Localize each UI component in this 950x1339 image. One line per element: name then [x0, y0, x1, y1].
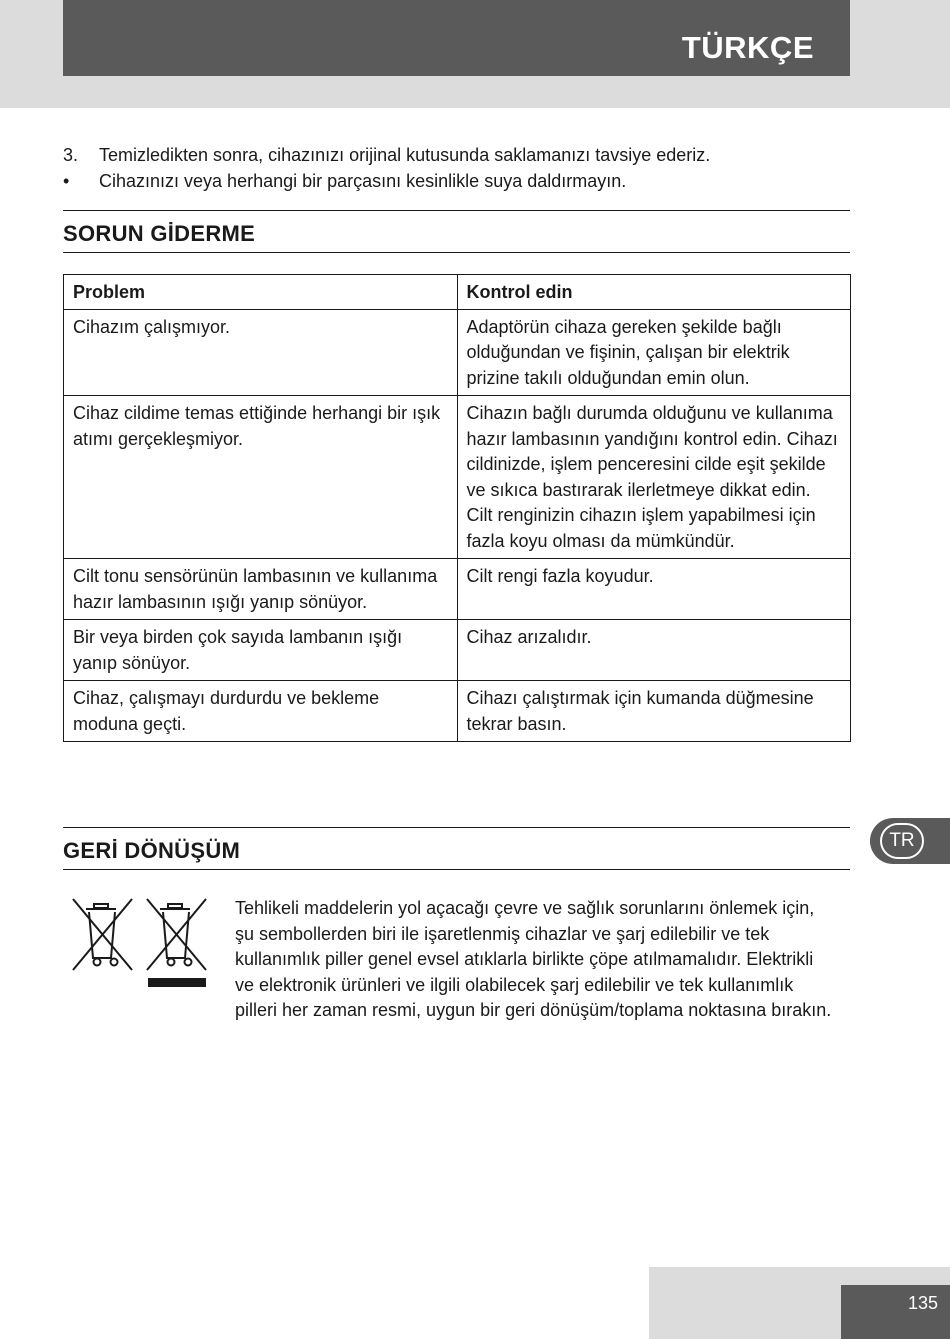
crossed-bin-icons — [70, 896, 210, 991]
intro-list — [63, 142, 850, 194]
section-rule-bottom — [63, 252, 850, 253]
language-badge: TR — [880, 823, 924, 859]
table-header-row — [64, 275, 851, 310]
check-cell: Adaptörün cihaza gereken şekilde bağlı olduğundan ve fişinin, çalışan bir elektrik prizine takılı olduğundan emin olun. — [457, 309, 851, 396]
crossed-bin-icon — [73, 899, 132, 970]
problem-cell: Cihaz, çalışmayı durdurdu ve bekleme moduna geçti. — [64, 681, 458, 742]
problem-cell: Cihaz cildime temas ettiğinde herhangi bir ışık atımı gerçekleşmiyor. — [64, 396, 458, 559]
list-marker: • — [63, 171, 70, 191]
header-bar — [63, 0, 850, 76]
table-row — [64, 559, 851, 620]
page-number-box — [841, 1285, 950, 1339]
problem-cell: Cilt tonu sensörünün lambasının ve kullanıma hazır lambasının ışığı yanıp sönüyor. — [64, 559, 458, 620]
column-header-check: Kontrol edin — [457, 275, 851, 310]
check-cell: Cilt rengi fazla koyudur. — [457, 559, 851, 620]
problem-cell: Cihazım çalışmıyor. — [64, 309, 458, 396]
check-cell: Cihazın bağlı durumda olduğunu ve kullanıma hazır lambasının yandığını kontrol edin. Cihazı cildinizde, işlem penceresini cilde eşit şekilde ve sıkıca bastırarak ilerletmeye dikkat edin. Cilt renginizin cihazın işlem yapabilmesi için fazla koyu olması da mümkündür. — [457, 396, 851, 559]
table-row — [64, 309, 851, 396]
crossed-bin-bar-icon — [147, 899, 206, 987]
check-cell: Cihaz arızalıdır. — [457, 620, 851, 681]
intro-text: Cihazınızı veya herhangi bir parçasını kesinlikle suya daldırmayın. — [99, 171, 627, 191]
intro-text: Temizledikten sonra, cihazınızı orijinal kutusunda saklamanızı tavsiye ederiz. — [99, 145, 711, 165]
section-rule-top — [63, 827, 850, 828]
troubleshooting-table — [63, 274, 851, 742]
troubleshooting-title: SORUN GİDERME — [63, 221, 256, 246]
table-row — [64, 620, 851, 681]
page-number: 135 — [907, 1293, 938, 1313]
language-title: TÜRKÇE — [681, 30, 814, 65]
check-cell: Cihazı çalıştırmak için kumanda düğmesine tekrar basın. — [457, 681, 851, 742]
intro-item — [63, 168, 850, 194]
table-row — [64, 396, 851, 559]
recycling-title: GERİ DÖNÜŞÜM — [63, 838, 241, 863]
language-tab — [870, 818, 950, 864]
recycling-paragraph: Tehlikeli maddelerin yol açacağı çevre ve sağlık sorunlarını önlemek için, şu sembollerden biri ile işaretlenmiş cihazlar ve şarj edilebilir ve tek kullanımlık piller genel evsel atıklarla birlikte çöpe atılmamalıdır. Elektrikli ve elektronik ürünleri ve ilgili olabilecek şarj edilebilir ve tek kullanımlık pilleri her zaman resmi, uygun bir geri dönüşüm/toplama noktasına bırakın. — [235, 898, 832, 1020]
table-row — [64, 681, 851, 742]
section-rule-bottom — [63, 869, 850, 870]
list-marker: 3. — [63, 145, 79, 165]
problem-cell: Bir veya birden çok sayıda lambanın ışığı yanıp sönüyor. — [64, 620, 458, 681]
intro-item — [63, 142, 850, 168]
column-header-problem: Problem — [64, 275, 458, 310]
section-rule-top — [63, 210, 850, 211]
